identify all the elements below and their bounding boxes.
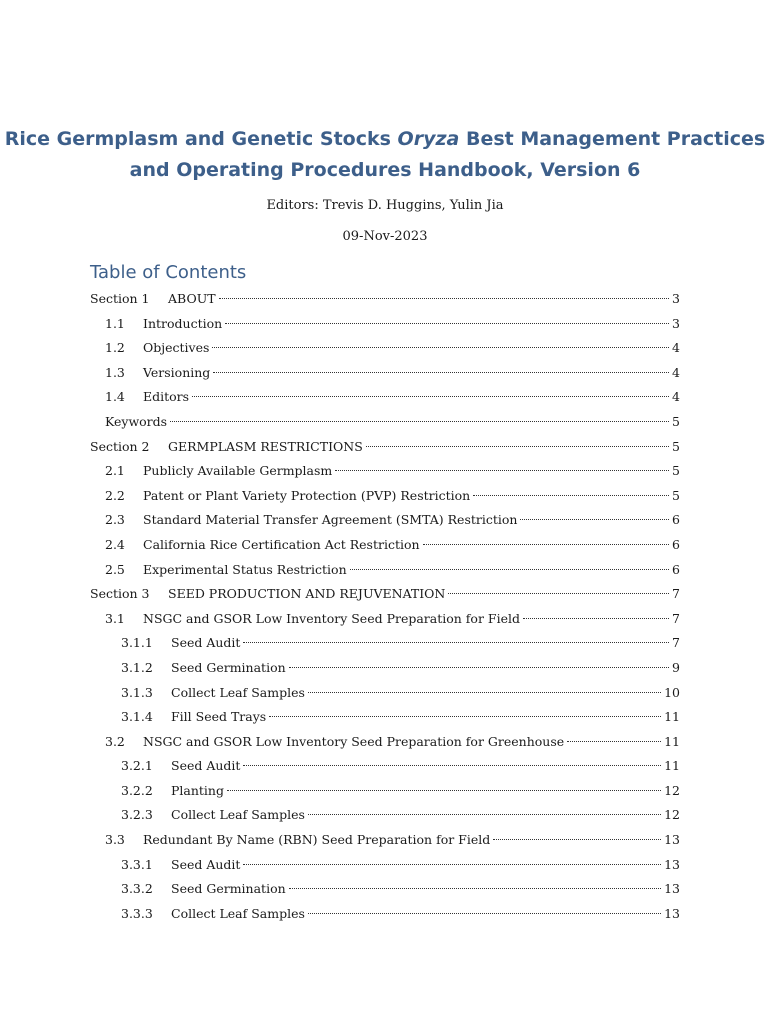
toc-entry[interactable] <box>90 459 680 484</box>
toc-entry-number: 2.1 <box>105 463 125 479</box>
toc-entry-number: 3.3 <box>105 832 125 848</box>
toc-entry[interactable] <box>90 607 680 632</box>
toc-entry[interactable] <box>90 828 680 853</box>
toc-dot-leader <box>366 446 669 447</box>
toc-dot-leader <box>308 814 661 815</box>
editors-line: Editors: Trevis D. Huggins, Yulin Jia <box>266 198 504 213</box>
toc-entry-number: Section 1 <box>90 291 150 306</box>
toc-entry-number: 1.2 <box>105 340 125 356</box>
toc-entry-number: Section 2 <box>90 438 150 454</box>
toc-entry-label: ABOUT <box>168 291 216 306</box>
toc-entry-label: Fill Seed Trays <box>171 709 267 725</box>
toc-entry[interactable] <box>90 853 680 878</box>
toc-entry-label: Patent or Plant Variety Protection (PVP) Restriction <box>143 487 471 503</box>
toc-entry-page: 13 <box>664 856 680 872</box>
title-part-italic: Oryza <box>397 128 460 150</box>
toc-dot-leader <box>243 765 661 766</box>
toc-entry[interactable] <box>90 533 680 558</box>
toc-dot-leader <box>243 864 661 865</box>
toc-dot-leader <box>308 692 661 693</box>
toc-dot-leader <box>192 396 669 397</box>
toc-entry-label: Seed Audit <box>171 758 241 774</box>
toc-entry-page: 3 <box>672 315 680 331</box>
toc-entry-label: Seed Germination <box>171 881 286 897</box>
toc-entry-page: 7 <box>672 610 680 626</box>
toc-entry-label: Seed Germination <box>171 659 286 675</box>
toc-dot-leader <box>567 741 661 742</box>
toc-entry-number: 3.1.4 <box>121 709 153 725</box>
toc-dot-leader <box>212 347 669 348</box>
toc-entry-page: 12 <box>664 807 680 823</box>
toc-entry-label: Redundant By Name (RBN) Seed Preparation for Field <box>143 832 491 848</box>
toc-dot-leader <box>219 298 669 299</box>
toc-dot-leader <box>269 716 661 717</box>
toc-entry-label: Experimental Status Restriction <box>143 561 347 577</box>
toc-entry[interactable] <box>90 287 680 312</box>
toc-entry-number: 3.2 <box>105 733 125 749</box>
toc-entry-number: 2.3 <box>105 512 125 528</box>
toc-entry[interactable] <box>90 410 680 435</box>
toc-entry[interactable] <box>90 631 680 656</box>
table-of-contents <box>90 287 680 926</box>
toc-entry-number: 3.3.3 <box>121 905 153 921</box>
toc-entry-page: 7 <box>672 586 680 602</box>
toc-entry-page: 7 <box>672 635 680 651</box>
toc-entry-number: 2.2 <box>105 487 125 503</box>
toc-entry-label: NSGC and GSOR Low Inventory Seed Preparation for Field <box>143 610 520 626</box>
toc-entry-number: 3.1.1 <box>121 635 153 651</box>
toc-dot-leader <box>520 519 669 520</box>
toc-entry-number: 1.3 <box>105 364 125 380</box>
toc-entry-number: 1.1 <box>105 315 125 331</box>
toc-entry[interactable] <box>90 681 680 706</box>
toc-entry-page: 4 <box>672 340 680 356</box>
toc-dot-leader <box>423 544 669 545</box>
toc-dot-leader <box>225 323 669 324</box>
toc-dot-leader <box>448 593 669 594</box>
toc-entry-label: Versioning <box>143 364 211 380</box>
toc-dot-leader <box>308 913 661 914</box>
toc-dot-leader <box>170 421 669 422</box>
toc-entry[interactable] <box>90 754 680 779</box>
toc-entry-page: 11 <box>664 733 680 749</box>
toc-dot-leader <box>473 495 669 496</box>
toc-entry[interactable] <box>90 312 680 337</box>
toc-entry-page: 6 <box>672 512 680 528</box>
toc-entry-number: 1.4 <box>105 389 125 405</box>
toc-dot-leader <box>289 667 669 668</box>
document-date: 09-Nov-2023 <box>342 229 428 244</box>
toc-dot-leader <box>493 839 661 840</box>
toc-dot-leader <box>243 642 669 643</box>
toc-entry[interactable] <box>90 656 680 681</box>
toc-entry-page: 13 <box>664 832 680 848</box>
toc-entry-label: Collect Leaf Samples <box>171 905 305 921</box>
toc-entry[interactable] <box>90 484 680 509</box>
toc-entry-page: 5 <box>672 413 680 429</box>
toc-entry-page: 5 <box>672 438 680 454</box>
toc-entry-label: NSGC and GSOR Low Inventory Seed Preparation for Greenhouse <box>143 733 565 749</box>
toc-entry-number: 2.4 <box>105 536 125 552</box>
toc-entry-page: 10 <box>664 684 680 700</box>
title-part-2: Best Management Practices and Operating Procedures Handbook, Version 6 <box>129 128 766 181</box>
toc-entry-number: 2.5 <box>105 561 125 577</box>
toc-entry-page: 12 <box>664 782 680 798</box>
toc-entry-page: 11 <box>664 709 680 725</box>
toc-entry[interactable] <box>90 385 680 410</box>
toc-dot-leader <box>227 790 661 791</box>
toc-entry-page: 4 <box>672 389 680 405</box>
toc-entry-page: 5 <box>672 463 680 479</box>
toc-entry[interactable] <box>90 803 680 828</box>
toc-entry-page: 3 <box>672 291 680 306</box>
toc-entry[interactable] <box>90 558 680 583</box>
toc-entry-number: 3.1.3 <box>121 684 153 700</box>
toc-entry[interactable] <box>90 435 680 460</box>
title-part-1: Rice Germplasm and Genetic Stocks <box>4 128 398 150</box>
toc-entry-number: Section 3 <box>90 586 150 602</box>
toc-dot-leader <box>213 372 669 373</box>
toc-heading: Table of Contents <box>90 262 247 283</box>
toc-entry-label: SEED PRODUCTION AND REJUVENATION <box>168 586 446 602</box>
toc-entry-number: 3.2.1 <box>121 758 153 774</box>
toc-entry-label: California Rice Certification Act Restriction <box>143 536 420 552</box>
toc-entry-label: Collect Leaf Samples <box>171 807 305 823</box>
toc-entry-number: 3.1.2 <box>121 659 153 675</box>
toc-entry-number: 3.2.3 <box>121 807 153 823</box>
toc-entry[interactable] <box>90 779 680 804</box>
toc-entry-number: 3.3.1 <box>121 856 153 872</box>
toc-entry-label: Introduction <box>143 315 223 331</box>
toc-entry-label: Planting <box>171 782 224 798</box>
toc-entry-number: 3.3.2 <box>121 881 153 897</box>
toc-entry-page: 9 <box>672 659 680 675</box>
toc-entry-page: 6 <box>672 536 680 552</box>
toc-entry[interactable] <box>90 877 680 902</box>
toc-entry[interactable] <box>90 705 680 730</box>
toc-entry-page: 13 <box>664 905 680 921</box>
toc-entry-label: Publicly Available Germplasm <box>143 463 333 479</box>
toc-entry[interactable] <box>90 902 680 927</box>
toc-entry-label: Standard Material Transfer Agreement (SMTA) Restriction <box>143 512 518 528</box>
toc-entry-label: GERMPLASM RESTRICTIONS <box>168 438 363 454</box>
toc-entry-label: Objectives <box>143 340 210 356</box>
toc-entry-page: 5 <box>672 487 680 503</box>
toc-entry-page: 6 <box>672 561 680 577</box>
toc-entry-page: 11 <box>664 758 680 774</box>
toc-entry-label: Seed Audit <box>171 635 241 651</box>
toc-dot-leader <box>523 618 669 619</box>
toc-entry-label: Keywords <box>105 413 168 429</box>
toc-dot-leader <box>289 888 661 889</box>
toc-entry[interactable] <box>90 336 680 361</box>
toc-entry-label: Collect Leaf Samples <box>171 684 305 700</box>
toc-entry[interactable] <box>90 508 680 533</box>
toc-entry-label: Seed Audit <box>171 856 241 872</box>
toc-entry-page: 4 <box>672 364 680 380</box>
toc-dot-leader <box>335 470 669 471</box>
toc-entry-number: 3.2.2 <box>121 782 153 798</box>
toc-entry[interactable] <box>90 361 680 386</box>
toc-dot-leader <box>350 569 669 570</box>
document-title <box>0 124 770 186</box>
toc-entry-page: 13 <box>664 881 680 897</box>
toc-entry[interactable] <box>90 582 680 607</box>
toc-entry[interactable] <box>90 730 680 755</box>
toc-entry-number: 3.1 <box>105 610 125 626</box>
toc-entry-label: Editors <box>143 389 190 405</box>
